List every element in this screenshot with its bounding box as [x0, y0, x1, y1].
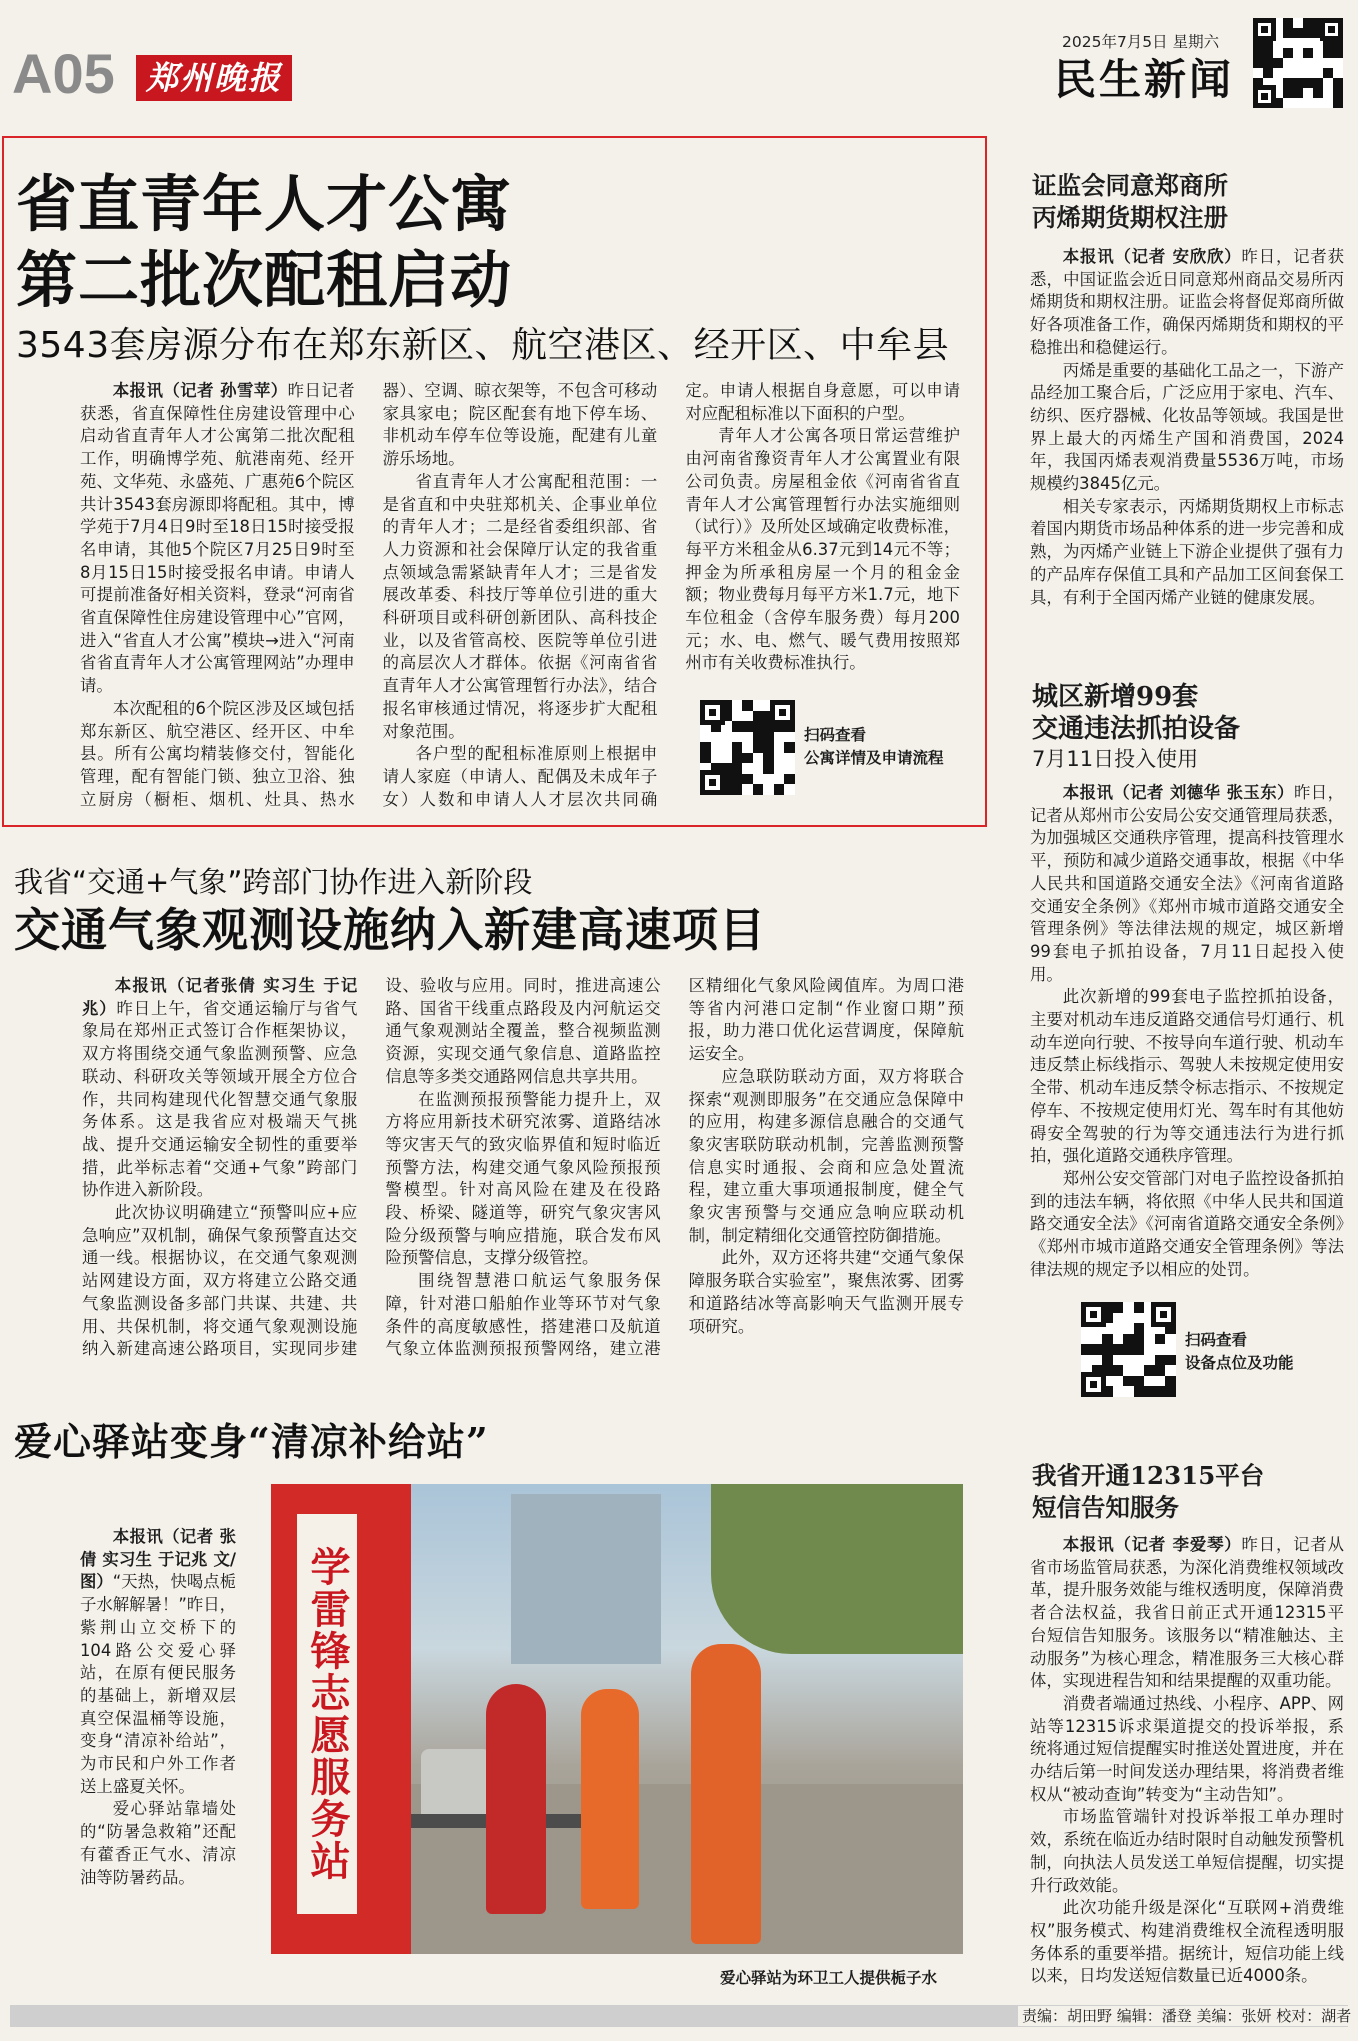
qr-module — [784, 763, 795, 774]
qr-module — [1283, 68, 1293, 78]
brief-propylene-headline-2: 丙烯期货期权注册 — [1032, 203, 1228, 232]
story-apartment-p3: 省直青年人才公寓配租范围：一是省直和中央驻郑机关、企事业单位的青年人才；二是经省委组织部、省人力资源和社会保障厅认定的我省重点领域急需紧缺青年人才；三是省发展改革委、科技厅等单位引进的重大科研项目或科研创新团队、高科技企业，以及省管高校、医院等单位引进的高层次人才群体。依据《河南省省直青年人才公寓管理暂行办法》，结合报名审核通过情况，将逐步扩大配租对象范围。 — [382, 471, 658, 741]
qr-module — [1123, 1334, 1134, 1345]
qr-module — [1123, 1355, 1134, 1366]
photo-volunteer — [486, 1684, 546, 1914]
qr-module — [1123, 1323, 1134, 1334]
story-weather-p6: 此外，双方还将共建“交通气象保障服务联合实验室”，聚焦浓雾、团雾和道路结冰等高影响天气监测开展专项研究。 — [688, 1248, 964, 1336]
qr-module — [763, 763, 774, 774]
qr-module — [763, 784, 774, 795]
brief-12315-p1: 昨日，记者从省市场监管局获悉，为深化消费维权领域改革，提升服务效能与维权透明度，保障消费者合法权益，我省日前正式开通12315平台短信告知服务。该服务以“精准触达、主动服务”为核心理念，精准服务三大核心群体，实现进程告知和结果提醒的双重功能。 — [1030, 1535, 1344, 1691]
qr-module — [1303, 98, 1313, 108]
qr-module — [732, 711, 743, 722]
story-weather-headline: 交通气象观测设施纳入新建高速项目 — [14, 903, 766, 957]
brief-12315-p4: 此次功能升级是深化“互联网+消费维权”服务模式、构建消费维权全流程透明服务体系的重要举措。据统计，短信功能上线以来，日均发送短信数量已近4000条。 — [1030, 1898, 1344, 1986]
issue-date: 2025年7月5日 星期六 — [1062, 33, 1220, 51]
qr-module — [1283, 58, 1293, 68]
story-apartment-byline: 本报讯（记者 孙雪苹） — [112, 381, 288, 400]
story-weather-kicker: 我省“交通+气象”跨部门协作进入新阶段 — [14, 865, 533, 899]
brief-propylene-p2: 丙烯是重要的基础化工品之一，下游产品经加工聚合后，广泛应用于家电、汽车、纺织、医疗器械、化妆品等领域。我国是世界上最大的丙烯生产国和消费国，2024年，我国丙烯表观消费量5536万吨，市场规模约3845亿元。 — [1030, 360, 1344, 494]
qr-module — [1092, 1355, 1103, 1366]
qr-module — [1283, 88, 1293, 98]
qr-module — [742, 774, 753, 785]
brief-12315-p3: 市场监管端针对投诉举报工单办理时效，系统在临近办结时限时自动触发预警机制，向执法人员发送工单短信提醒，切实提升行政效能。 — [1030, 1807, 1344, 1895]
qr-module — [774, 784, 785, 795]
qr-module — [1113, 1313, 1124, 1324]
qr-module — [1323, 48, 1333, 58]
qr-finder-pattern — [770, 700, 795, 725]
qr-module — [1123, 1313, 1134, 1324]
brief-12315-p2: 消费者端通过热线、小程序、APP、网站等12315诉求渠道提交的投诉举报，系统将通过短信提醒实时推送处置进度，并在办结后第一时间发送办理结果，将消费者维权从“被动查询”转变为“主动告知”。 — [1030, 1693, 1344, 1804]
brief-propylene-p1: 昨日，记者获悉，中国证监会近日同意郑州商品交易所丙烯期货和期权注册。证监会将督促郑商所做好各项准备工作，确保丙烯期货和期权的平稳推出和稳健运行。 — [1030, 247, 1344, 357]
qr-module — [1323, 78, 1333, 88]
brief-cameras-p2: 此次新增的99套电子监控抓拍设备，主要对机动车违反道路交通信号灯通行、机动车逆向行驶、不按导向车道行驶、机动车违反禁止标线指示、驾驶人未按规定使用安全带、机动车违反禁令标志指示、不按规定停车、不按规定使用灯光、驾车时有其他妨碍安全驾驶的行为等交通违法行为进行抓拍，强化道路交通秩序管理。 — [1030, 987, 1344, 1166]
apartment-qr-code-icon[interactable] — [700, 700, 795, 795]
story-station-photo-caption: 爱心驿站为环卫工人提供栀子水 — [720, 1969, 938, 1987]
qr-module — [732, 763, 743, 774]
qr-module — [1113, 1355, 1124, 1366]
qr-module — [1333, 48, 1343, 58]
qr-module — [1273, 58, 1283, 68]
brief-cameras-p1: 昨日，记者从郑州市公安局公安交通管理局获悉，为加强城区交通秩序管理，提高科技管理水平，预防和减少道路交通事故，根据《中华人民共和国道路交通安全法》《河南省道路交通安全条例》《郑州市城市道路交通安全管理条例》等法律法规的规定，城区新增99套电子抓拍设备，7月11日起投入使用。 — [1030, 783, 1344, 984]
qr-module — [753, 774, 764, 785]
masthead — [0, 0, 1358, 115]
brief-12315-byline: 本报讯（记者 李爱琴） — [1062, 1535, 1242, 1554]
story-weather-p1: 昨日上午，省交通运输厅与省气象局在郑州正式签订合作框架协议，双方将围绕交通气象监测预警、应急联动、科研攻关等领域开展全方位合作，共同构建现代化智慧交通气象服务体系。这是我省应对极端天气挑战、提升交通运输安全韧性的重要举措，此举标志着“交通+气象”跨部门协作进入新阶段。 — [82, 998, 358, 1200]
brief-propylene-p3: 相关专家表示，丙烯期货期权上市标志着国内期货市场品种体系的进一步完善和成熟，为丙烯产业链上下游企业提供了强有力的产品库存保值工具和产品加工区间套保工具，有利于全国丙烯产业链的健康发展。 — [1030, 496, 1344, 607]
qr-module — [753, 711, 764, 722]
qr-module — [1123, 1344, 1134, 1355]
qr-module — [753, 721, 764, 732]
qr-module — [1293, 48, 1303, 58]
qr-module — [1323, 98, 1333, 108]
qr-module — [753, 753, 764, 764]
qr-module — [1313, 68, 1323, 78]
qr-module — [1113, 1344, 1124, 1355]
qr-module — [742, 700, 753, 711]
qr-module — [1134, 1376, 1145, 1387]
brief-propylene-body — [1030, 246, 1344, 609]
qr-module — [1134, 1313, 1145, 1324]
qr-module — [1134, 1355, 1145, 1366]
qr-module — [1165, 1355, 1176, 1366]
brief-propylene-byline: 本报讯（记者 安欣欣） — [1062, 247, 1242, 266]
brief-cameras-headline-1: 城区新增99套 — [1032, 682, 1199, 712]
qr-module — [1263, 48, 1273, 58]
cameras-qr-caption-1: 扫码查看 — [1185, 1331, 1248, 1349]
brief-cameras-byline: 本报讯（记者 刘德华 张玉东） — [1062, 783, 1294, 802]
qr-module — [1263, 68, 1273, 78]
qr-module — [763, 742, 774, 753]
qr-module — [1303, 78, 1313, 88]
qr-module — [1253, 58, 1263, 68]
story-station-p2: 爱心驿站靠墙处的“防暑急救箱”还配有藿香正气水、清凉油等防暑药品。 — [80, 1799, 236, 1887]
apartment-qr-caption-1: 扫码查看 — [804, 726, 867, 744]
qr-module — [1155, 1334, 1166, 1345]
qr-module — [1313, 88, 1323, 98]
qr-module — [721, 753, 732, 764]
qr-module — [700, 753, 711, 764]
qr-module — [753, 742, 764, 753]
qr-module — [774, 763, 785, 774]
qr-module — [1113, 1376, 1124, 1387]
qr-module — [1144, 1355, 1155, 1366]
brief-cameras-headline-2: 交通违法抓拍设备 — [1032, 714, 1241, 744]
qr-module — [742, 721, 753, 732]
qr-module — [753, 700, 764, 711]
photo-building — [511, 1494, 661, 1664]
qr-module — [1134, 1302, 1145, 1313]
cameras-qr-code-icon[interactable] — [1081, 1302, 1176, 1397]
qr-module — [1333, 88, 1343, 98]
brief-propylene-headline-1: 证监会同意郑商所 — [1032, 171, 1228, 200]
qr-finder-pattern — [1253, 85, 1276, 108]
qr-module — [1303, 18, 1313, 28]
qr-module — [1333, 68, 1343, 78]
qr-module — [732, 742, 743, 753]
qr-module — [763, 774, 774, 785]
qr-module — [742, 711, 753, 722]
qr-module — [1113, 1323, 1124, 1334]
story-station-photo — [271, 1484, 963, 1954]
qr-module — [1293, 18, 1303, 28]
story-apartment-headline-1: 省直青年人才公寓 — [16, 169, 513, 240]
brief-cameras-body — [1030, 782, 1344, 1281]
qr-module — [1155, 1376, 1166, 1387]
qr-module — [1134, 1323, 1145, 1334]
qr-finder-pattern — [700, 700, 725, 725]
apartment-qr-caption-2: 公寓详情及申请流程 — [804, 749, 944, 767]
brief-cameras-p3: 郑州公安交管部门对电子监控设备抓拍到的违法车辆，将依照《中华人民共和国道路交通安全法》《河南省道路交通安全条例》《郑州市城市道路交通安全管理条例》等法律法规的规定予以相应的处罚。 — [1030, 1168, 1344, 1279]
qr-module — [742, 732, 753, 743]
qr-module — [1144, 1376, 1155, 1387]
qr-module — [1293, 78, 1303, 88]
qr-finder-pattern — [700, 770, 725, 795]
qr-module — [1263, 58, 1273, 68]
brief-12315-headline-2: 短信告知服务 — [1032, 1493, 1179, 1522]
qr-module — [1323, 88, 1333, 98]
qr-finder-pattern — [1081, 1372, 1106, 1397]
qr-module — [742, 763, 753, 774]
masthead-qr-code-icon[interactable] — [1253, 18, 1343, 108]
qr-module — [1313, 98, 1323, 108]
qr-module — [1102, 1344, 1113, 1355]
qr-module — [1081, 1334, 1092, 1345]
qr-module — [1165, 1386, 1176, 1397]
qr-module — [784, 753, 795, 764]
qr-module — [700, 742, 711, 753]
qr-module — [1134, 1334, 1145, 1345]
cameras-qr-caption-2: 设备点位及功能 — [1185, 1354, 1294, 1372]
qr-module — [1134, 1386, 1145, 1397]
qr-module — [1113, 1365, 1124, 1376]
qr-module — [1155, 1344, 1166, 1355]
qr-module — [1155, 1365, 1166, 1376]
qr-module — [763, 753, 774, 764]
brief-12315-body — [1030, 1534, 1344, 1988]
qr-module — [1283, 48, 1293, 58]
footer-credits: 责编：胡田野 编辑：潘登 美编：张妍 校对：湖者 — [1018, 2006, 1355, 2026]
qr-module — [721, 742, 732, 753]
story-station-body — [80, 1526, 236, 1966]
qr-module — [732, 700, 743, 711]
qr-module — [742, 753, 753, 764]
qr-module — [1293, 58, 1303, 68]
qr-module — [1123, 1302, 1134, 1313]
qr-module — [1333, 98, 1343, 108]
story-weather-p2: 此次协议明确建立“预警叫应+应急响应”双机制，确保气象预警直达交通一线。根据协议，在交通气象观测站网建设方面，双方将建立公路交通气象监测设备多部门共谋、共建、共用、共保机制，将交通气象观测设施纳入新建高速公路项目，实现同步建设、验收与应用。同时，推进高速公路、国省干线重点路段及内河航运交通气象观测站全覆盖，整合视频监测资源，实现交通气象信息、道路监控信息等多类交通路网信息共享共用。 — [82, 976, 661, 1359]
photo-trees — [711, 1484, 963, 1654]
qr-module — [1165, 1334, 1176, 1345]
qr-module — [1092, 1334, 1103, 1345]
qr-module — [1293, 88, 1303, 98]
qr-module — [732, 774, 743, 785]
qr-module — [1273, 68, 1283, 78]
story-weather-body — [82, 975, 964, 1367]
qr-module — [774, 753, 785, 764]
qr-module — [1283, 78, 1293, 88]
qr-module — [774, 774, 785, 785]
qr-module — [1293, 38, 1303, 48]
qr-module — [1123, 1376, 1134, 1387]
qr-module — [1303, 58, 1313, 68]
qr-module — [721, 732, 732, 743]
qr-module — [1102, 1334, 1113, 1345]
qr-module — [1165, 1365, 1176, 1376]
qr-module — [1165, 1376, 1176, 1387]
qr-module — [774, 742, 785, 753]
qr-module — [1283, 98, 1293, 108]
story-apartment-p4: 各户型的配租标准原则上根据申请人家庭（申请人、配偶及未成年子女）人数和申请人人才层次共同确定。申请人根据自身意愿，可以申请对应配租标准以下面积的户型。 — [382, 381, 960, 809]
qr-module — [1253, 48, 1263, 58]
qr-module — [1123, 1386, 1134, 1397]
qr-finder-pattern — [1320, 18, 1343, 41]
newspaper-logo: 郑州晚报 — [136, 55, 292, 101]
qr-module — [784, 742, 795, 753]
story-weather-p3: 在监测预报预警能力提升上，双方将应用新技术研究浓雾、道路结冰等灾害天气的致灾临界值和短时临近预警方法，构建交通气象风险预报预警模型。针对高风险在建及在役路段、桥梁、隧道等，研究气象灾害风险分级预警与响应措施，联合发布风险预警信息，支撑分级管控。 — [385, 1089, 661, 1268]
qr-module — [763, 732, 774, 743]
qr-finder-pattern — [1253, 18, 1276, 41]
qr-module — [1293, 98, 1303, 108]
qr-module — [1283, 18, 1293, 28]
qr-module — [732, 732, 743, 743]
qr-module — [1303, 28, 1313, 38]
qr-module — [742, 784, 753, 795]
story-station-byline: 本报讯（记者 张倩 实习生 于记兆 文/图） — [80, 1527, 236, 1592]
qr-module — [1113, 1334, 1124, 1345]
qr-module — [1102, 1355, 1113, 1366]
qr-module — [1134, 1365, 1145, 1376]
story-apartment-headline-2: 第二批次配租启动 — [16, 245, 513, 316]
qr-module — [1323, 58, 1333, 68]
qr-module — [1323, 68, 1333, 78]
photo-worker-1 — [581, 1689, 639, 1909]
story-weather-p4: 围绕智慧港口航运气象服务保障，针对港口船舶作业等环节对气象条件的高度敏感性，搭建港口及航道气象立体监测预报预警网络，建立港区精细化气象风险阈值库。为周口港等省内河港口定制“作业窗口期”预报，助力港口优化运营调度，保障航运安全。 — [385, 976, 964, 1359]
qr-module — [1144, 1344, 1155, 1355]
story-station-headline: 爱心驿站变身“清凉补给站” — [14, 1419, 489, 1464]
qr-module — [1113, 1386, 1124, 1397]
qr-module — [732, 753, 743, 764]
story-apartment-subheadline: 3543套房源分布在郑东新区、航空港区、经开区、中牟县 — [16, 325, 950, 366]
qr-module — [784, 774, 795, 785]
qr-module — [1303, 38, 1313, 48]
qr-finder-pattern — [1081, 1302, 1106, 1327]
qr-module — [1283, 38, 1293, 48]
qr-module — [1273, 48, 1283, 58]
story-apartment-p5: 青年人才公寓各项日常运营维护由河南省豫资青年人才公寓置业有限公司负责。房屋租金依《河南省省直青年人才公寓管理暂行办法实施细则（试行）》及所处区域确定收费标准，每平方米租金从6.37元到14元不等；押金为所承租房屋一个月的租金金额；物业费每月每平方米1.7元，地下车位租金（含停车服务费）每月200元；水、电、燃气、暖气费用按照郑州市有关收费标准执行。 — [685, 426, 960, 673]
brief-12315-headline-1: 我省开通12315平台 — [1032, 1461, 1265, 1490]
qr-module — [774, 732, 785, 743]
qr-module — [732, 784, 743, 795]
qr-module — [711, 753, 722, 764]
qr-module — [1333, 58, 1343, 68]
qr-module — [1144, 1334, 1155, 1345]
qr-module — [1081, 1344, 1092, 1355]
qr-module — [1313, 78, 1323, 88]
story-weather-p5: 应急联防联动方面，双方将联合探索“观测即服务”在交通应急保障中的应用，构建多源信息融合的交通气象灾害联防联动机制，完善监测预警信息实时通报、会商和应急处置流程，建立重大事项通报制度，健全气象灾害预警与交通应急响应联动机制，制定精细化交通管控防御措施。 — [688, 1066, 964, 1245]
qr-module — [1113, 1302, 1124, 1313]
qr-module — [1293, 28, 1303, 38]
qr-module — [711, 732, 722, 743]
qr-module — [1293, 68, 1303, 78]
qr-module — [1303, 48, 1313, 58]
qr-module — [732, 721, 743, 732]
brief-cameras-subheadline: 7月11日投入使用 — [1032, 747, 1199, 771]
qr-module — [1253, 68, 1263, 78]
qr-module — [1155, 1355, 1166, 1366]
qr-module — [700, 732, 711, 743]
qr-finder-pattern — [1151, 1302, 1176, 1327]
story-weather-byline: 本报讯（记者张倩 实习生 于记兆） — [82, 976, 358, 1018]
qr-module — [1313, 58, 1323, 68]
photo-water-urn — [421, 1749, 491, 1824]
qr-module — [1144, 1386, 1155, 1397]
qr-module — [1123, 1365, 1134, 1376]
qr-module — [784, 784, 795, 795]
photo-worker-2 — [691, 1644, 761, 1944]
qr-module — [1155, 1386, 1166, 1397]
qr-module — [1134, 1344, 1145, 1355]
qr-module — [1333, 78, 1343, 88]
qr-module — [753, 784, 764, 795]
qr-module — [1092, 1344, 1103, 1355]
story-station-p1: “天热，快喝点栀子水解解暑！”昨日，紫荆山立交桥下的104路公交爱心驿站，在原有便民服务的基础上，新增双层真空保温桶等设施，变身“清凉补给站”，为市民和户外工作者送上盛夏关怀。 — [80, 1572, 237, 1796]
qr-module — [753, 763, 764, 774]
qr-module — [1165, 1344, 1176, 1355]
qr-module — [1081, 1355, 1092, 1366]
qr-module — [711, 742, 722, 753]
story-apartment-p2: 本次配租的6个院区涉及区域包括郑东新区、航空港区、经开区、中牟县。所有公寓均精装修交付，智能化管理，配有智能门锁、独立卫浴、独立厨房（橱柜、烟机、灶具、热水器）、空调、晾衣架等，不包含可移动家具家电；院区配套有地下停车场、非机动车停车位等设施，配建有儿童游乐场地。 — [80, 381, 658, 809]
qr-module — [1313, 48, 1323, 58]
photo-volunteer-sign: 学雷锋志愿服务站 — [297, 1514, 357, 1914]
qr-module — [742, 742, 753, 753]
qr-module — [1303, 68, 1313, 78]
story-apartment-p1: 昨日记者获悉，省直保障性住房建设管理中心启动省直青年人才公寓第二批次配租工作，明确博学苑、航港南苑、经开苑、文华苑、永盛苑、广惠苑6个院区共计3543套房源即将配租。其中，博学苑于7月4日9时至18日15时接受报名申请，其他5个院区7月25日9时至8月15日15时接受报名申请。申请人可提前准备好相关资料，登录“河南省省直保障性住房建设管理中心”官网，进入“省直人才公寓”模块→进入“河南省省直青年人才公寓管理网站”办理申请。 — [80, 381, 355, 696]
qr-module — [753, 732, 764, 743]
qr-module — [1303, 88, 1313, 98]
qr-module — [784, 732, 795, 743]
section-title: 民生新闻 — [1054, 55, 1235, 104]
page-number: A05 — [12, 42, 115, 105]
qr-module — [1283, 28, 1293, 38]
qr-module — [1144, 1365, 1155, 1376]
